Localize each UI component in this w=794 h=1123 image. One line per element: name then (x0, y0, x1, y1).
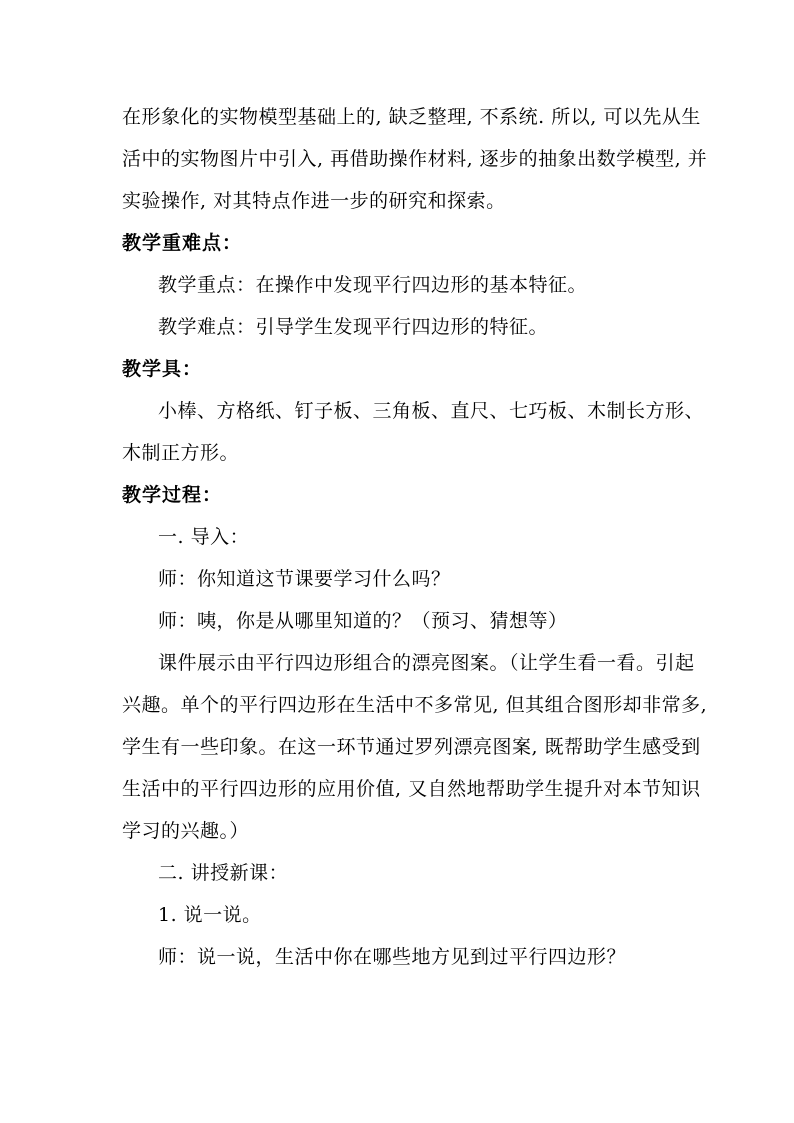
teacher-question-2: 师：咦，你是从哪里知道的？（预习、猜想等） (158, 610, 568, 632)
teaching-focus: 教学重点：在操作中发现平行四边形的基本特征。 (158, 274, 588, 296)
subsection-1-title: 1. 说一说。 (158, 904, 262, 926)
tools-heading: 教学具： (122, 358, 203, 380)
courseware-line-2: 兴趣。单个的平行四边形在生活中不多常见, 但其组合图形却非常多, (122, 694, 708, 716)
courseware-line-1: 课件展示由平行四边形组合的漂亮图案。（让学生看一看。引起 (158, 652, 695, 674)
tools-line-1: 小棒、方格纸、钉子板、三角板、直尺、七巧板、木制长方形、 (158, 400, 705, 422)
courseware-line-3: 学生有一些印象。在这一环节通过罗列漂亮图案, 既帮助学生感受到 (122, 736, 701, 758)
courseware-line-5: 学习的兴趣。） (122, 820, 250, 842)
intro-line-2: 活中的实物图片中引入, 再借助操作材料, 逐步的抽象出数学模型, 并 (122, 148, 708, 170)
courseware-line-4: 生活中的平行四边形的应用价值, 又自然地帮助学生提升对本节知识 (122, 778, 701, 800)
intro-line-1: 在形象化的实物模型基础上的, 缺乏整理, 不系统. 所以, 可以先从生 (122, 106, 701, 128)
teaching-difficulty: 教学难点：引导学生发现平行四边形的特征。 (158, 316, 549, 338)
tools-line-2: 木制正方形。 (122, 442, 240, 464)
intro-line-3: 实验操作, 对其特点作进一步的研究和探索。 (122, 190, 506, 212)
section-1-title: 一. 导入： (158, 526, 250, 548)
teacher-question-3: 师：说一说，生活中你在哪些地方见到过平行四边形？ (158, 946, 627, 968)
process-heading: 教学过程： (122, 484, 223, 506)
section-2-title: 二. 讲授新课： (158, 862, 289, 884)
key-points-heading: 教学重难点： (122, 232, 243, 254)
teacher-question-1: 师：你知道这节课要学习什么吗？ (158, 568, 451, 590)
